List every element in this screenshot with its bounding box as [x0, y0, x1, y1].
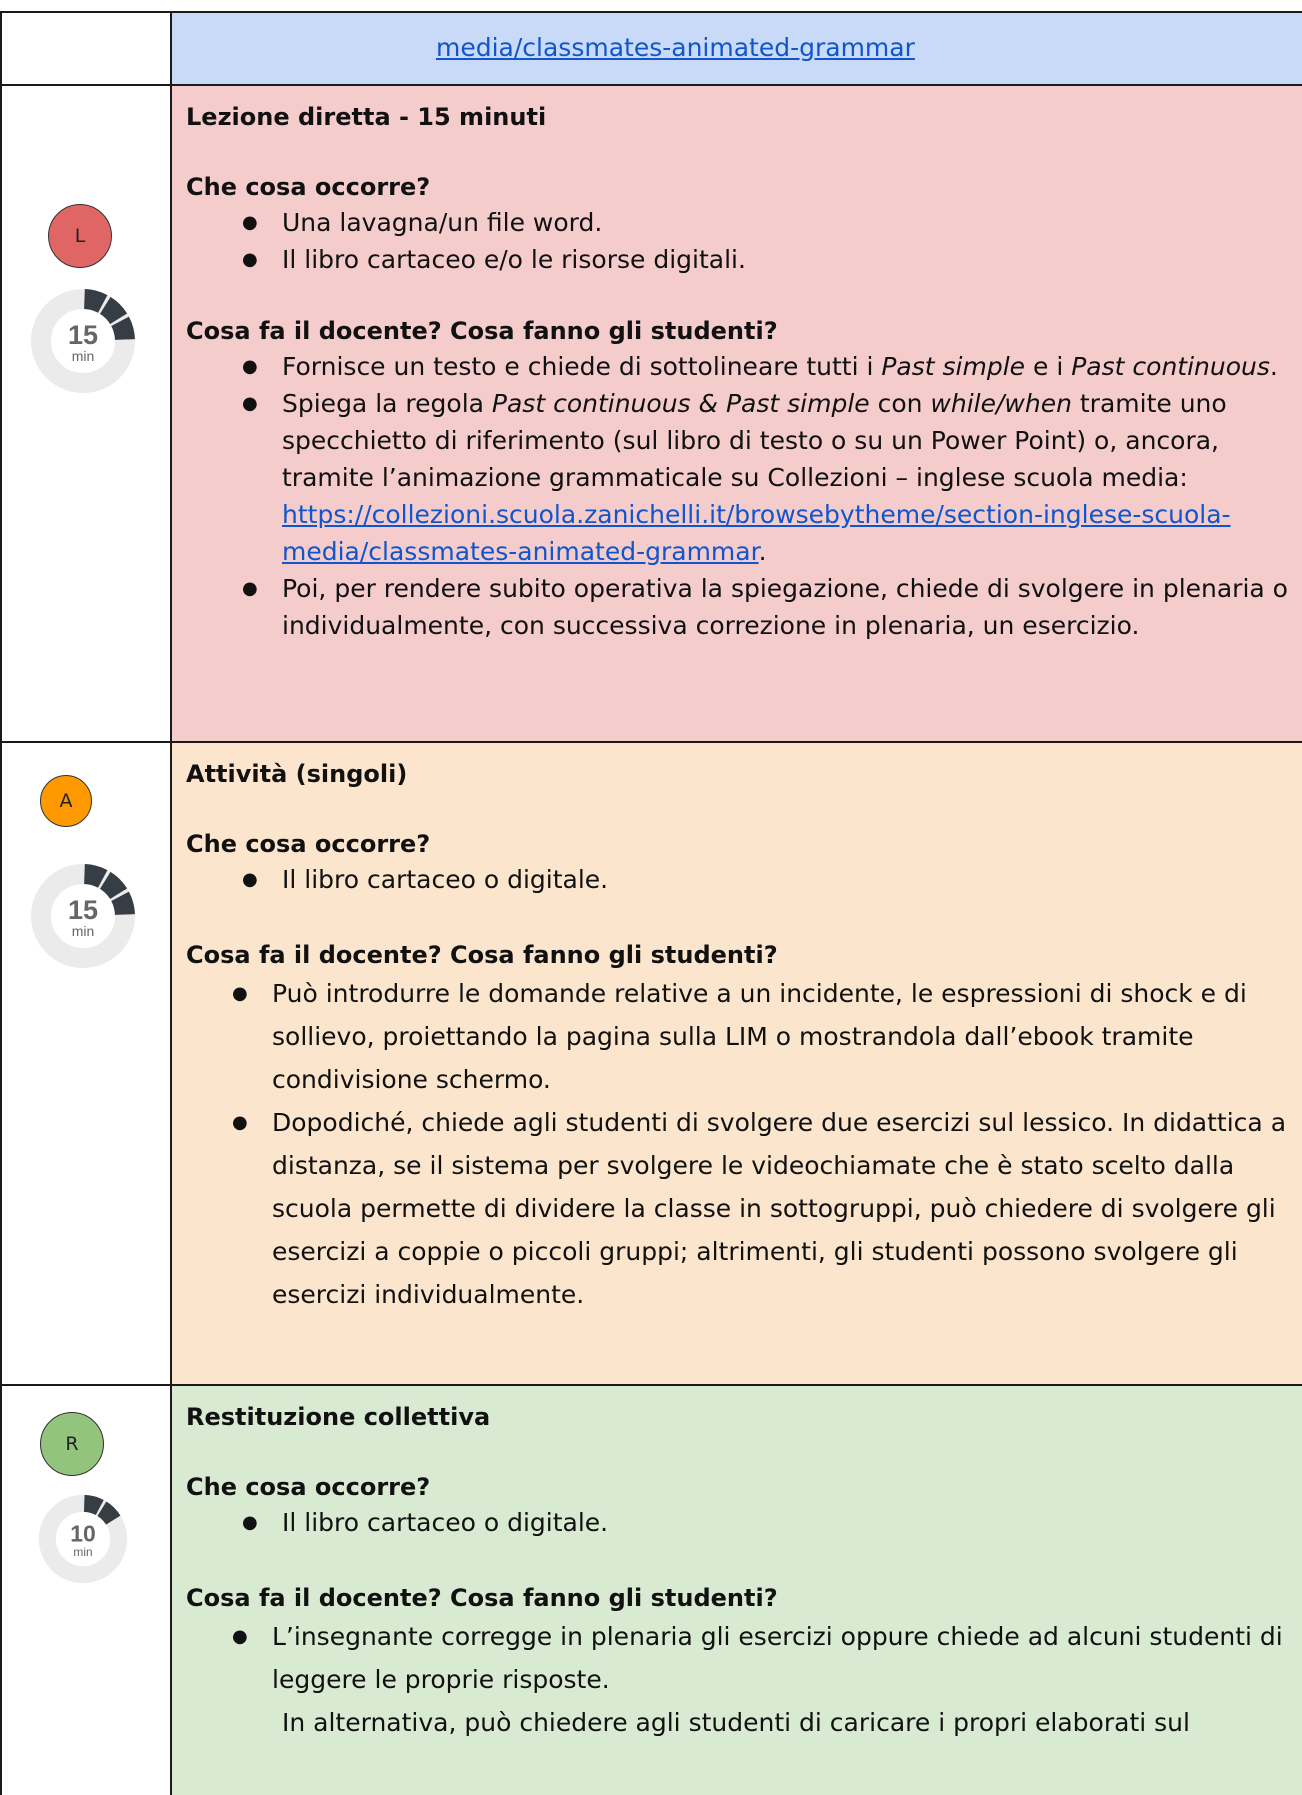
need-heading: Che cosa occorre? [186, 830, 431, 858]
activity-heading: Cosa fa il docente? Cosa fanno gli studenti? [186, 317, 778, 345]
list-item: ● Il libro cartaceo o digitale. [186, 861, 1302, 898]
content-cell [171, 742, 1302, 1385]
need-list [186, 1504, 1302, 1541]
list-item: ● Una lavagna/un file word. [186, 204, 1302, 241]
phase-badge-feedback [40, 1412, 104, 1476]
content-cell [171, 12, 1302, 85]
phase-badge-activity [40, 775, 92, 827]
table-row [1, 85, 1302, 742]
list-item: ● Il libro cartaceo o digitale. [186, 1504, 1302, 1541]
need-heading: Che cosa occorre? [186, 173, 431, 201]
table-row [1, 1385, 1302, 1795]
icon-cell [1, 1385, 171, 1795]
list-item: ● L’insegnante corregge in plenaria gli esercizi oppure chiede ad alcuni studenti di leggere le proprie risposte. [186, 1615, 1302, 1701]
timer-value: 15 [67, 895, 99, 925]
collezioni-link[interactable]: https://collezioni.scuola.zanichelli.it/browsebytheme/section-inglese-scuola- media/classmates-animated-grammar [282, 500, 1231, 566]
activity-heading: Cosa fa il docente? Cosa fanno gli studenti? [186, 941, 778, 969]
timer-icon [30, 288, 136, 394]
activity-list [186, 1615, 1302, 1701]
icon-cell [1, 12, 171, 85]
activity-list [186, 972, 1302, 1316]
list-item: ● Fornisce un testo e chiede di sottolineare tutti i Past simple e i Past continuous. [186, 348, 1302, 385]
phase-title: Lezione diretta - 15 minuti [186, 103, 547, 131]
timer-unit: min [71, 923, 95, 939]
content-cell [171, 1385, 1302, 1795]
phase-badge-lesson [48, 204, 112, 268]
activity-heading: Cosa fa il docente? Cosa fanno gli studenti? [186, 1584, 778, 1612]
timer-icon [30, 863, 136, 969]
activity-list [186, 348, 1302, 644]
timer-unit: min [73, 1544, 93, 1559]
table-row [1, 12, 1302, 85]
list-item: ● Può introdurre le domande relative a un incidente, le espressioni di shock e di sollievo, proiettando la pagina sulla LIM o mostrandola dall’ebook tramite condivisione schermo. [186, 972, 1302, 1101]
collezioni-link[interactable]: media/classmates-animated-grammar [436, 33, 915, 62]
phase-title: Attività (singoli) [186, 760, 408, 788]
list-item: ● Dopodiché, chiede agli studenti di svolgere due esercizi sul lessico. In didattica a distanza, se il sistema per svolgere le videochiamate che è stato scelto dalla scuola permette di dividere la classe in sottogruppi, può chiedere di svolgere gli esercizi a coppie o piccoli gruppi; altrimenti, gli studenti possono svolgere gli esercizi individualmente. [186, 1101, 1302, 1316]
timer-value: 15 [67, 320, 99, 350]
timer-icon [38, 1494, 128, 1584]
need-list [186, 861, 1302, 898]
lesson-table [0, 11, 1302, 1795]
need-heading: Che cosa occorre? [186, 1473, 431, 1501]
table-row [1, 742, 1302, 1385]
timer-unit: min [71, 348, 95, 364]
list-item: ● Il libro cartaceo e/o le risorse digitali. [186, 241, 1302, 278]
badge-letter: A [59, 790, 73, 812]
icon-cell [1, 742, 171, 1385]
timer-value: 10 [70, 1520, 96, 1547]
need-list [186, 204, 1302, 278]
list-item: ● Spiega la regola Past continuous & Past simple con while/when tramite uno specchietto di riferimento (sul libro di testo o su un Power Point) o, ancora, tramite l’animazione grammaticale su Collezioni – inglese scuola media: https://collezioni.scuola.zanichelli.it/browsebytheme/section-inglese-scuola- media/classmates-animated-grammar. [186, 385, 1302, 570]
badge-letter: R [65, 1433, 79, 1455]
icon-cell [1, 85, 171, 742]
phase-title: Restituzione collettiva [186, 1403, 491, 1431]
badge-letter: L [74, 225, 86, 247]
list-item: ● Poi, per rendere subito operativa la spiegazione, chiede di svolgere in plenaria o individualmente, con successiva correzione in plenaria, un esercizio. [186, 570, 1302, 644]
activity-note: In alternativa, può chiedere agli studenti di caricare i propri elaborati sul [282, 1708, 1190, 1737]
content-cell [171, 85, 1302, 742]
